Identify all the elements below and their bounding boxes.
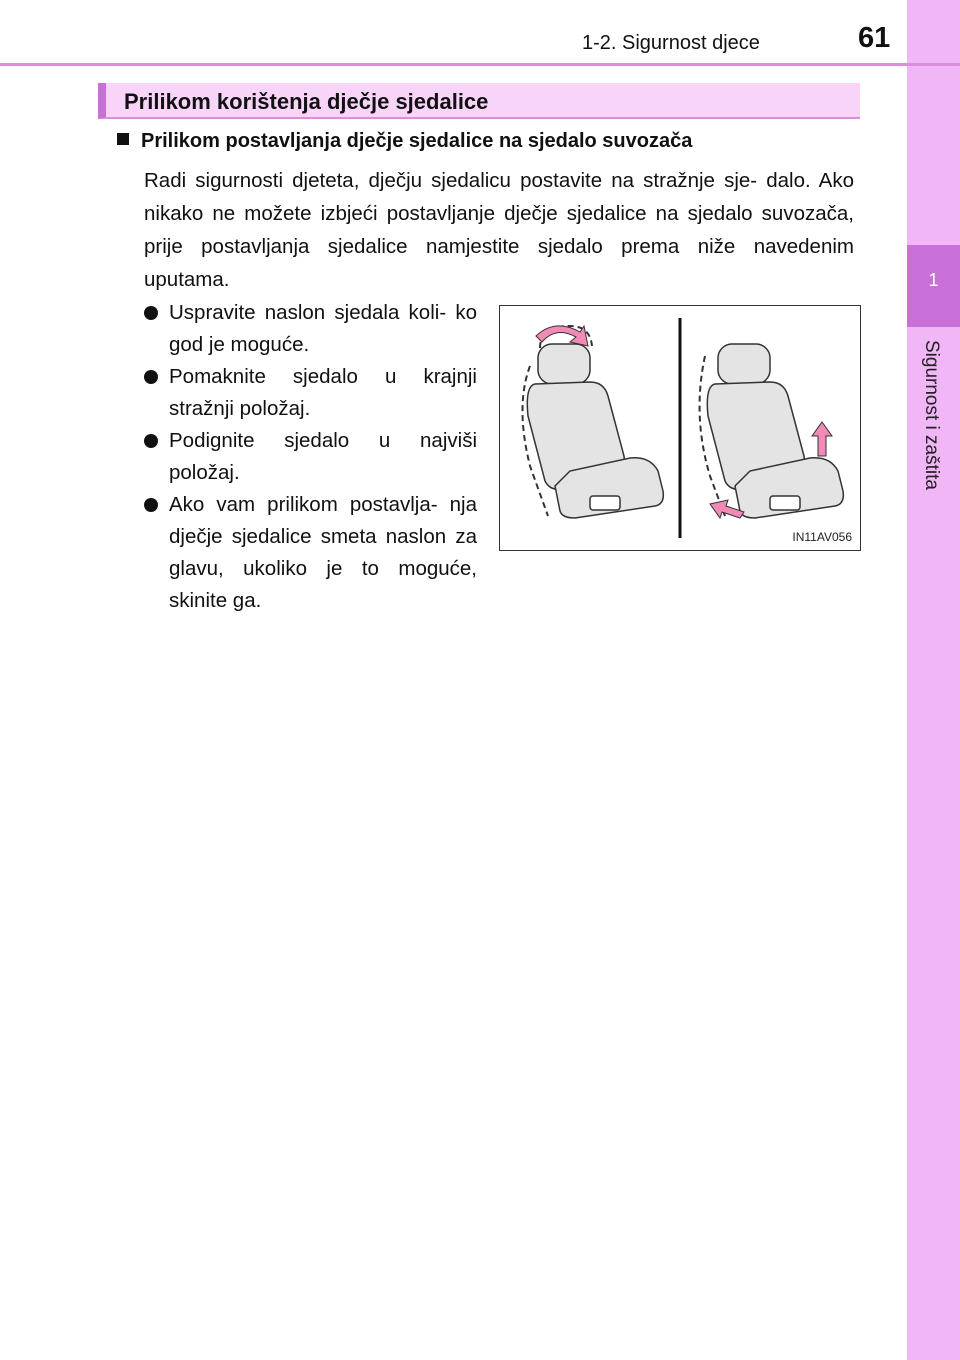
seat-illustration	[499, 305, 861, 551]
up-arrow-icon	[812, 422, 832, 456]
list-item: Ako vam prilikom postavlja- nja dječje sjedalice smeta naslon za glavu, ukoliko je to moguće, skinite ga.	[144, 489, 477, 617]
list-item: Podignite sjedalo u najviši položaj.	[144, 425, 477, 489]
section-header	[98, 83, 860, 119]
section-title: Prilikom korištenja dječje sjedalice	[124, 89, 489, 114]
list-item: Uspravite naslon sjedala koli- ko god je moguće.	[144, 297, 477, 361]
running-header: 1-2. Sigurnost djece	[582, 32, 760, 54]
side-tab	[907, 0, 960, 1360]
page-number: 61	[858, 22, 891, 54]
seat-left-icon	[527, 344, 663, 518]
instruction-list	[144, 297, 477, 617]
header-divider	[0, 63, 960, 66]
seat-diagram	[500, 306, 860, 550]
list-item: Pomaknite sjedalo u krajnji stražnji položaj.	[144, 361, 477, 425]
chapter-number: 1	[928, 270, 939, 290]
tilt-arrow-icon	[536, 326, 588, 346]
subsection-heading	[117, 130, 692, 153]
chapter-label: Sigurnost i zaštita	[921, 340, 942, 490]
figure-code: IN11AV056	[792, 530, 852, 544]
square-bullet-icon	[117, 133, 129, 145]
subsection-heading-text: Prilikom postavljanja dječje sjedalice na sjedalo suvozača	[141, 130, 693, 152]
intro-paragraph: Radi sigurnosti djeteta, dječju sjedalicu postavite na stražnje sje- dalo. Ako nikako ne možete izbjeći postavljanje dječje sjedalice na sjedalo suvozača, prije postavljanja sjedalice namjestite sjedalo prema niže navedenim uputama.	[144, 169, 854, 291]
